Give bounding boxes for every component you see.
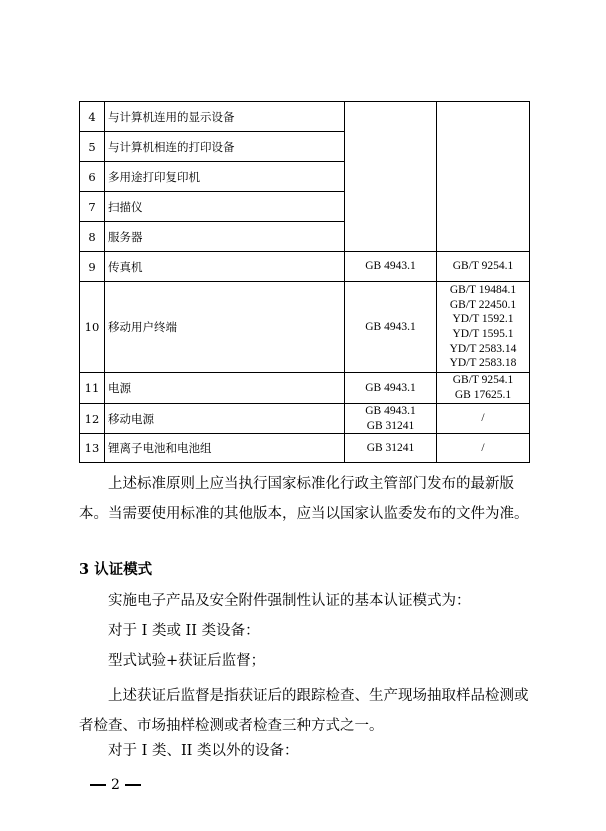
product-name: 扫描仪: [105, 192, 345, 222]
standard-emc-cell: [437, 282, 530, 373]
product-name: 与计算机相连的打印设备: [105, 132, 345, 162]
standard-code: GB 4943.1: [365, 260, 416, 273]
body-paragraph: 对于 I 类、II 类以外的设备：: [108, 743, 299, 759]
standard-code: /: [481, 441, 485, 454]
dash-decoration: [90, 784, 106, 785]
standard-code: GB 4943.1: [365, 405, 416, 417]
row-number: 10: [80, 282, 105, 373]
row-number: 4: [80, 102, 105, 132]
row-number: 9: [80, 252, 105, 282]
product-name: 移动用户终端: [105, 282, 345, 373]
row-number: 8: [80, 222, 105, 252]
standard-code: GB/T 19484.1: [449, 284, 517, 297]
table-row: [80, 102, 530, 132]
standard-code: YD/T 2583.18: [449, 357, 517, 370]
table-row: [80, 282, 530, 373]
standard-code: GB/T 9254.1: [452, 260, 514, 273]
row-number: 7: [80, 192, 105, 222]
standard-emc-cell: [437, 373, 530, 404]
section-heading: 3 认证模式: [79, 561, 153, 578]
row-number: 12: [80, 404, 105, 434]
standard-safety-cell: [345, 102, 437, 252]
standards-note-paragraph: 上述标准原则上应当执行国家标准化行政主管部门发布的最新版本。当需要使用标准的其他版本，应当以国家认监委发布的文件为准。: [79, 476, 529, 522]
standard-code: GB/T 9254.1: [452, 374, 514, 387]
standard-emc-cell: [437, 404, 530, 434]
standard-code: YD/T 2583.14: [449, 342, 517, 355]
product-name: 服务器: [105, 222, 345, 252]
body-paragraph: 对于 I 类或 II 类设备：: [108, 623, 260, 639]
standard-code: GB/T 22450.1: [449, 298, 517, 311]
row-number: 5: [80, 132, 105, 162]
standard-code: GB 4943.1: [365, 381, 416, 394]
dash-decoration: [125, 784, 141, 785]
standard-safety-cell: [345, 373, 437, 404]
standard-code: YD/T 1592.1: [452, 313, 514, 326]
standard-safety-cell: [345, 252, 437, 282]
table-row: [80, 434, 530, 463]
product-name: 电源: [105, 373, 345, 404]
page-number-text: 2: [111, 777, 120, 793]
standard-code: /: [481, 412, 485, 425]
row-number: 11: [80, 373, 105, 404]
standard-code: GB 4943.1: [365, 320, 416, 333]
product-name: 移动电源: [105, 404, 345, 434]
standard-safety-cell: [345, 282, 437, 373]
standard-code: GB 31241: [366, 441, 415, 454]
product-name: 多用途打印复印机: [105, 162, 345, 192]
product-name: 传真机: [105, 252, 345, 282]
product-name: 锂离子电池和电池组: [105, 434, 345, 463]
standard-safety-cell: [345, 404, 437, 434]
standard-emc-cell: [437, 434, 530, 463]
body-paragraph: 上述获证后监督是指获证后的跟踪检查、生产现场抽取样品检测或者检查、市场抽样检测或者检查三种方式之一。: [79, 688, 529, 734]
standard-code: YD/T 1595.1: [452, 328, 514, 340]
product-name: 与计算机连用的显示设备: [105, 102, 345, 132]
table-row: [80, 252, 530, 282]
table-row: [80, 373, 530, 404]
standards-table: [79, 101, 530, 463]
body-paragraph: 型式试验+获证后监督；: [108, 653, 266, 669]
standard-emc-cell: [437, 252, 530, 282]
body-paragraph: 实施电子产品及安全附件强制性认证的基本认证模式为：: [108, 593, 471, 609]
standard-code: GB 31241: [366, 419, 415, 432]
page-number: [90, 777, 141, 793]
standard-safety-cell: [345, 434, 437, 463]
row-number: 13: [80, 434, 105, 463]
standard-emc-cell: [437, 102, 530, 252]
row-number: 6: [80, 162, 105, 192]
standard-code: GB 17625.1: [454, 389, 512, 401]
table-row: [80, 404, 530, 434]
